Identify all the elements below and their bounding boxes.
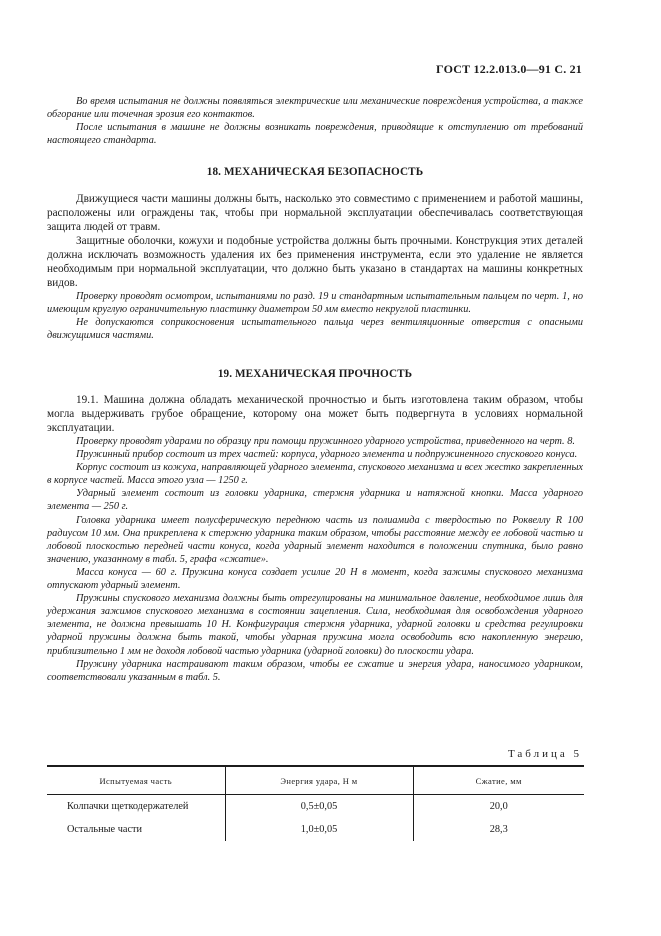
table-cell: Колпачки щеткодержателей — [67, 801, 189, 812]
paragraph: Проверку проводят ударами по образцу при помощи пружинного ударного устройства, приведенного на черт. 8. — [76, 436, 575, 447]
table-cell: 0,5±0,05 — [225, 795, 413, 819]
section-19-heading: 19. МЕХАНИЧЕСКАЯ ПРОЧНОСТЬ — [217, 368, 413, 380]
table-row — [47, 795, 584, 819]
table-header-row — [47, 766, 584, 795]
paragraph: Ударный элемент состоит из головки ударника, стержня ударника и натяжной кнопки. Масса ударного элемента — 250 г. — [47, 488, 583, 513]
column-header: Испытуемая часть — [47, 766, 225, 795]
section-18-heading: 18. МЕХАНИЧЕСКАЯ БЕЗОПАСНОСТЬ — [206, 166, 424, 178]
page-header: ГОСТ 12.2.013.0—91 С. 21 — [436, 62, 582, 76]
paragraph: Головка ударника имеет полусферическую переднюю часть из полиамида с твердостью по Роквеллу R 100 радиусом 10 мм. Она прикреплена к стержню ударника таким образом, чтобы расстояние между ее лобовой частью и лобовой плоскостью передней части конуса, когда ударный элемент находится в положении спутника, было равно значению, указанному в табл. 5, графа «сжатие». — [47, 514, 583, 565]
paragraph: Масса конуса — 60 г. Пружина конуса создает усилие 20 Н в момент, когда зажимы спускового механизма отпускают ударный элемент. — [47, 566, 583, 592]
table-cell: 20,0 — [413, 795, 584, 819]
paragraph: Корпус состоит из кожуха, направляющей ударного элемента, спускового механизма и всех жестко закрепленных в корпусе частей. Масса этого узла — 1250 г. — [47, 462, 583, 487]
table-caption: Таблица 5 — [507, 748, 582, 760]
table-5 — [47, 765, 584, 841]
paragraph: Пружинный прибор состоит из трех частей: корпуса, ударного элемента и подпружиненного спускового конуса. — [76, 449, 578, 461]
table-cell: 28,3 — [413, 818, 584, 841]
paragraph: Не допускаются соприкосновения испытательного пальца через вентиляционные отверстия с опасными движущимися частями. — [47, 317, 583, 342]
table-cell: Остальные части — [67, 824, 143, 835]
section-19-body — [47, 393, 583, 684]
paragraph: После испытания в машине не должны возникать повреждения, приводящие к отступлению от требований настоящего стандарта. — [47, 122, 583, 147]
intro-block — [47, 95, 583, 147]
paragraph: Пружины спускового механизма должны быть отрегулированы на минимальное давление, необходимое лишь для удержания зажимов спускового механизма в состоянии зацепления. Сила, необходимая для освобождения ударного элемента, не должна превышать 10 Н. Конфигурация стержня ударника, ударной головки и средства регулировки ударной пружины должна быть такой, чтобы ударная пружина могла освободить всю накопленную энергию, приблизительно 1 мм не доходя лобовой частью ударника (ударной головки) до плоскости удара. — [47, 593, 583, 657]
paragraph: Во время испытания не должны появляться электрические или механические повреждения устройства, а также обгорание или точечная эрозия его контактов. — [47, 96, 583, 121]
column-header: Энергия удара, Н м — [225, 766, 413, 795]
paragraph: Движущиеся части машины должны быть, насколько это совместимо с применением и работой машины, расположены или ограждены так, чтобы при нормальной эксплуатации обеспечивалась соответствующая защита людей от травм. — [47, 193, 583, 233]
table-row — [47, 818, 584, 841]
table-cell: 1,0±0,05 — [225, 818, 413, 841]
column-header: Сжатие, мм — [413, 766, 584, 795]
paragraph: Защитные оболочки, кожухи и подобные устройства должны быть прочными. Конструкция этих деталей должна исключать возможность удаления их без применения инструмента, если это удаление не является необходимым при нормальной эксплуатации, что должно быть указано в стандартах на машины конкретных видов. — [47, 235, 583, 289]
paragraph: Пружину ударника настраивают таким образом, чтобы ее сжатие и энергия удара, наносимого ударником, соответствовали указанным в табл. 5. — [47, 658, 583, 683]
paragraph: 19.1. Машина должна обладать механической прочностью и быть изготовлена таким образом, чтобы могла выдерживать грубое обращение, которому она может быть подвергнута в условиях нормальной эксплуатации. — [47, 394, 583, 434]
section-18-body — [47, 192, 583, 342]
paragraph: Проверку проводят осмотром, испытаниями по разд. 19 и стандартным испытательным пальцем по черт. 1, но имеющим круглую ограничительную пластинку диаметром 50 мм вместо некруглой пластинки. — [47, 291, 583, 316]
